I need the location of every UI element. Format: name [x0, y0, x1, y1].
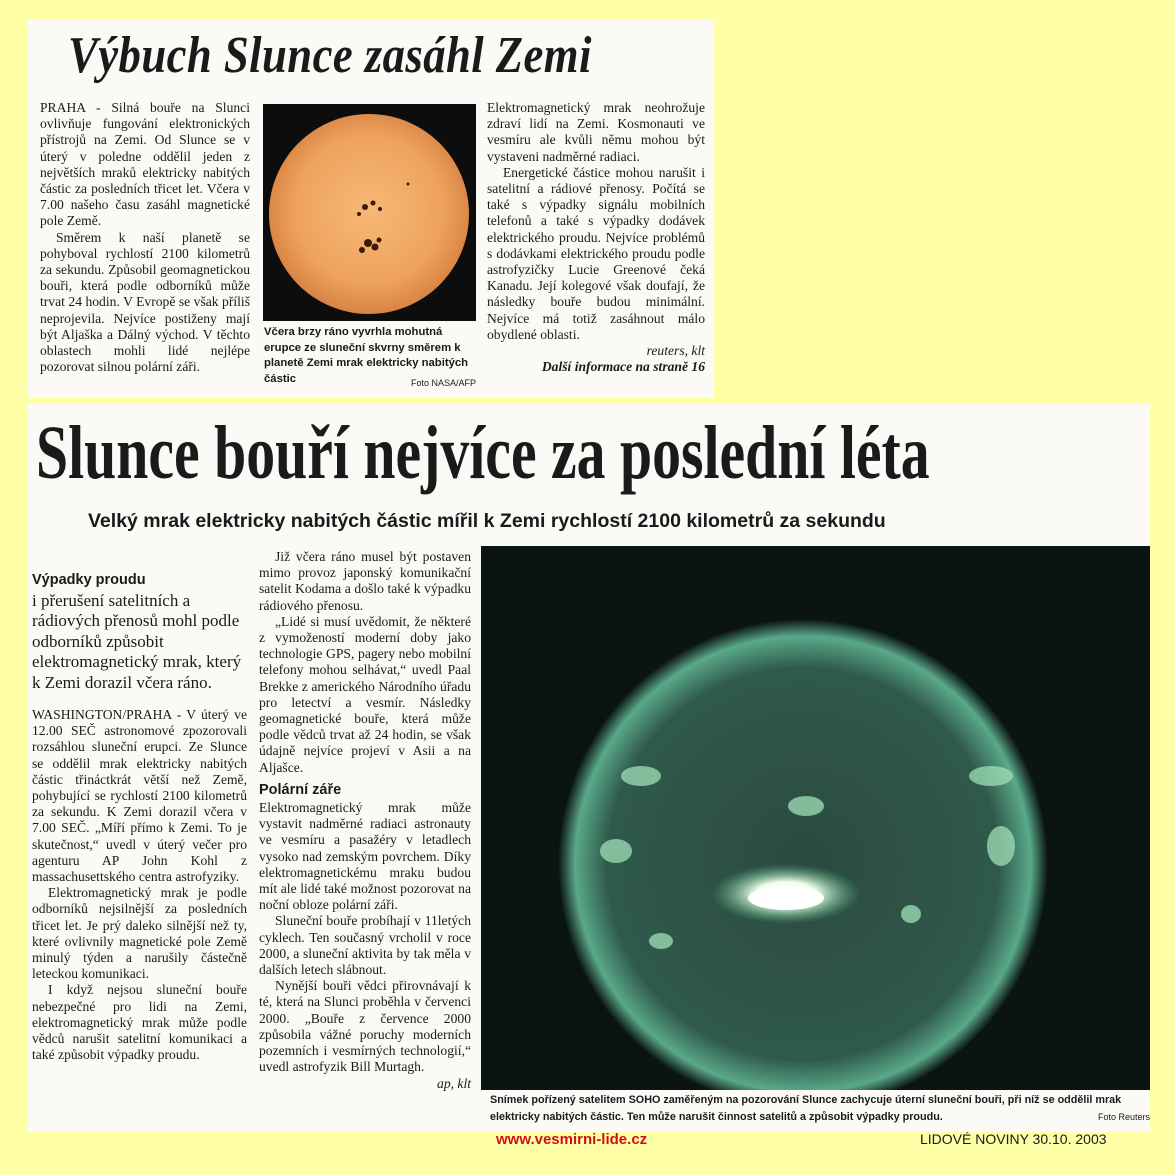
source-line: LIDOVÉ NOVINY 30.10. 2003 [920, 1131, 1107, 1147]
lead-box [32, 570, 252, 693]
paragraph: Elektromagnetický mrak neohrožuje zdraví lidí na Zemi. Kosmonauti ve vesmíru ale kvůli němu mohou být vystaveni nadměrné radiaci. [487, 100, 705, 164]
paragraph: Sluneční bouře probíhají v 11letých cyklech. Ten současný vrcholil v roce 2000, a sluneční aktivita by tak měla v dalších letech slábnout. [259, 913, 471, 978]
website-link[interactable]: www.vesmirni-lide.cz [496, 1131, 648, 1148]
paragraph: Nynější bouři vědci přirovnávají k té, která na Slunci proběhla v červenci 2000. „Bouře z července 2000 způsobila vážné poruchy moderních pozemních i vesmírných technologií,“ uvedl astrofyzik Bill Murtagh. [259, 978, 471, 1075]
soho-photo-caption [490, 1092, 1150, 1126]
signature: ap, klt [437, 1075, 471, 1091]
caption-text: Včera brzy ráno vyvrhla mohutná erupce ze sluneční skvrny směrem k planetě Zemi mrak elektricky nabitých částic [264, 326, 469, 385]
article2-subtitle: Velký mrak elektricky nabitých částic mířil k Zemi rychlostí 2100 kilometrů za sekundu [88, 510, 886, 532]
article1-column-1 [40, 100, 250, 375]
article2-headline: Slunce bouří nejvíce za poslední léta [36, 411, 930, 495]
article2-column-2 [259, 549, 471, 1092]
caption-text: Snímek pořízený satelitem SOHO zaměřeným na pozorování Slunce zachycuje úterní sluneční bouři, při níž se oddělil mrak elektricky nabitých částic. Ten může narušit činnost satelitů a způsobit výpadky proudu. [490, 1094, 1122, 1123]
article2-column-1 [32, 707, 247, 1063]
paragraph: „Lidé si musí uvědomit, že některé z vymožeností moderní doby jako technologie GPS, pagery nebo mobilní telefony mohou selhávat,“ uvedl Paal Brekke z amerického Národního úřadu pro letectví a vesmír. Následky geomagnetické bouře, která může podle vědců trvat až 24 hodin, se však údajně nejvíce projeví v Asii a na Aljašce. [259, 613, 471, 775]
lead-text: i přerušení satelitních a rádiových přenosů mohl podle odborníků způsobit elektromagnetický mrak, který k Zemi dorazil včera ráno. [32, 590, 242, 692]
article1-headline: Výbuch Slunce zasáhl Zemi [68, 27, 592, 84]
paragraph: Energetické částice mohou narušit i satelitní a rádiové přenosy. Počítá se také s výpadky signálu mobilních telefonů a také s výpadky dodávek elektrického proudu. Nejvíce problémů s dodávkami elektrického proudu podle astrofyzičky Lucie Greenové čeká Kanadu. Její kolegové však doufají, že následky bouře budou minimální. Nejvíce má totiž zasáhnout málo obydlené oblasti. [487, 164, 705, 342]
signature: reuters, klt [646, 343, 705, 359]
paragraph: Směrem k naší planetě se pohyboval rychlostí 2100 kilometrů za sekundu. Způsobil geomagnetickou bouři, která podle odborníků může trvat 24 hodin. V Evropě se však příliš neprojevila. Nejvíce postiženy mají být Aljaška a Dálný východ. V těchto oblastech mohli lidé nejlépe pozorovat silnou polární záři. [40, 229, 250, 375]
paragraph: PRAHA - Silná bouře na Slunci ovlivňuje fungování elektronických přístrojů na Zemi. Od Slunce se v úterý v poledne oddělil jeden z největších mraků elektricky nabitých částic za posledních třicet let. Včera v 7.00 našeho času zasáhl magnetické pole Země. [40, 100, 250, 229]
sun-photo [263, 104, 476, 321]
soho-photo-image [481, 546, 1150, 1090]
photo-credit: Foto NASA/AFP [410, 377, 476, 388]
sun-disk [558, 619, 1048, 1090]
soho-photo [481, 546, 1150, 1090]
sun-photo-image [263, 104, 476, 321]
paragraph: Elektromagnetický mrak je podle odborníků nejsilnější za posledních třicet let. Je prý daleko silnější než ty, které ovlivnily magnetické pole Země minulý týden a narušily částečně leteckou komunikaci. [32, 885, 247, 982]
section-heading: Polární záře [259, 781, 342, 798]
paragraph: I když nejsou sluneční bouře nebezpečné pro lidi na Zemi, elektromagnetický mrak může podle vědců narušit satelitní komunikaci a také způsobit výpadky proudu. [32, 982, 247, 1063]
article1-column-3 [487, 100, 705, 375]
sun-photo-caption [264, 325, 476, 391]
paragraph: Již včera ráno musel být postaven mimo provoz japonský komunikační satelit Kodama a došlo také k výpadku rádiového přenosu. [259, 549, 471, 613]
photo-credit: Foto Reuters [1097, 1112, 1150, 1122]
paragraph: WASHINGTON/PRAHA - V úterý ve 12.00 SEČ astronomové zpozorovali rozsáhlou sluneční erupci. Ze Slunce se oddělil mrak elektricky nabitých částic třináctkrát větší než Země, pohybující se rychlostí 2100 kilometrů za sekundu. K Zemi dorazil včera v 7.00 SEČ. „Míří přímo k Zemi. To je skutečnost,“ uvedl v úterý večer pro agenturu AP John Kohl z massachusettského centra astrofyziky. [32, 707, 247, 885]
more-info: Další informace na straně 16 [541, 359, 705, 375]
lead-heading: Výpadky proudu [32, 572, 146, 588]
paragraph: Elektromagnetický mrak může vystavit nadměrné radiaci astronauty ve vesmíru a pasažéry v letadlech vysoko nad zemským povrchem. Díky elektromagnetickému mraku budou mít ale lidé také možnost pozorovat na noční obloze polární záři. [259, 800, 471, 913]
sun-disk [269, 114, 469, 314]
